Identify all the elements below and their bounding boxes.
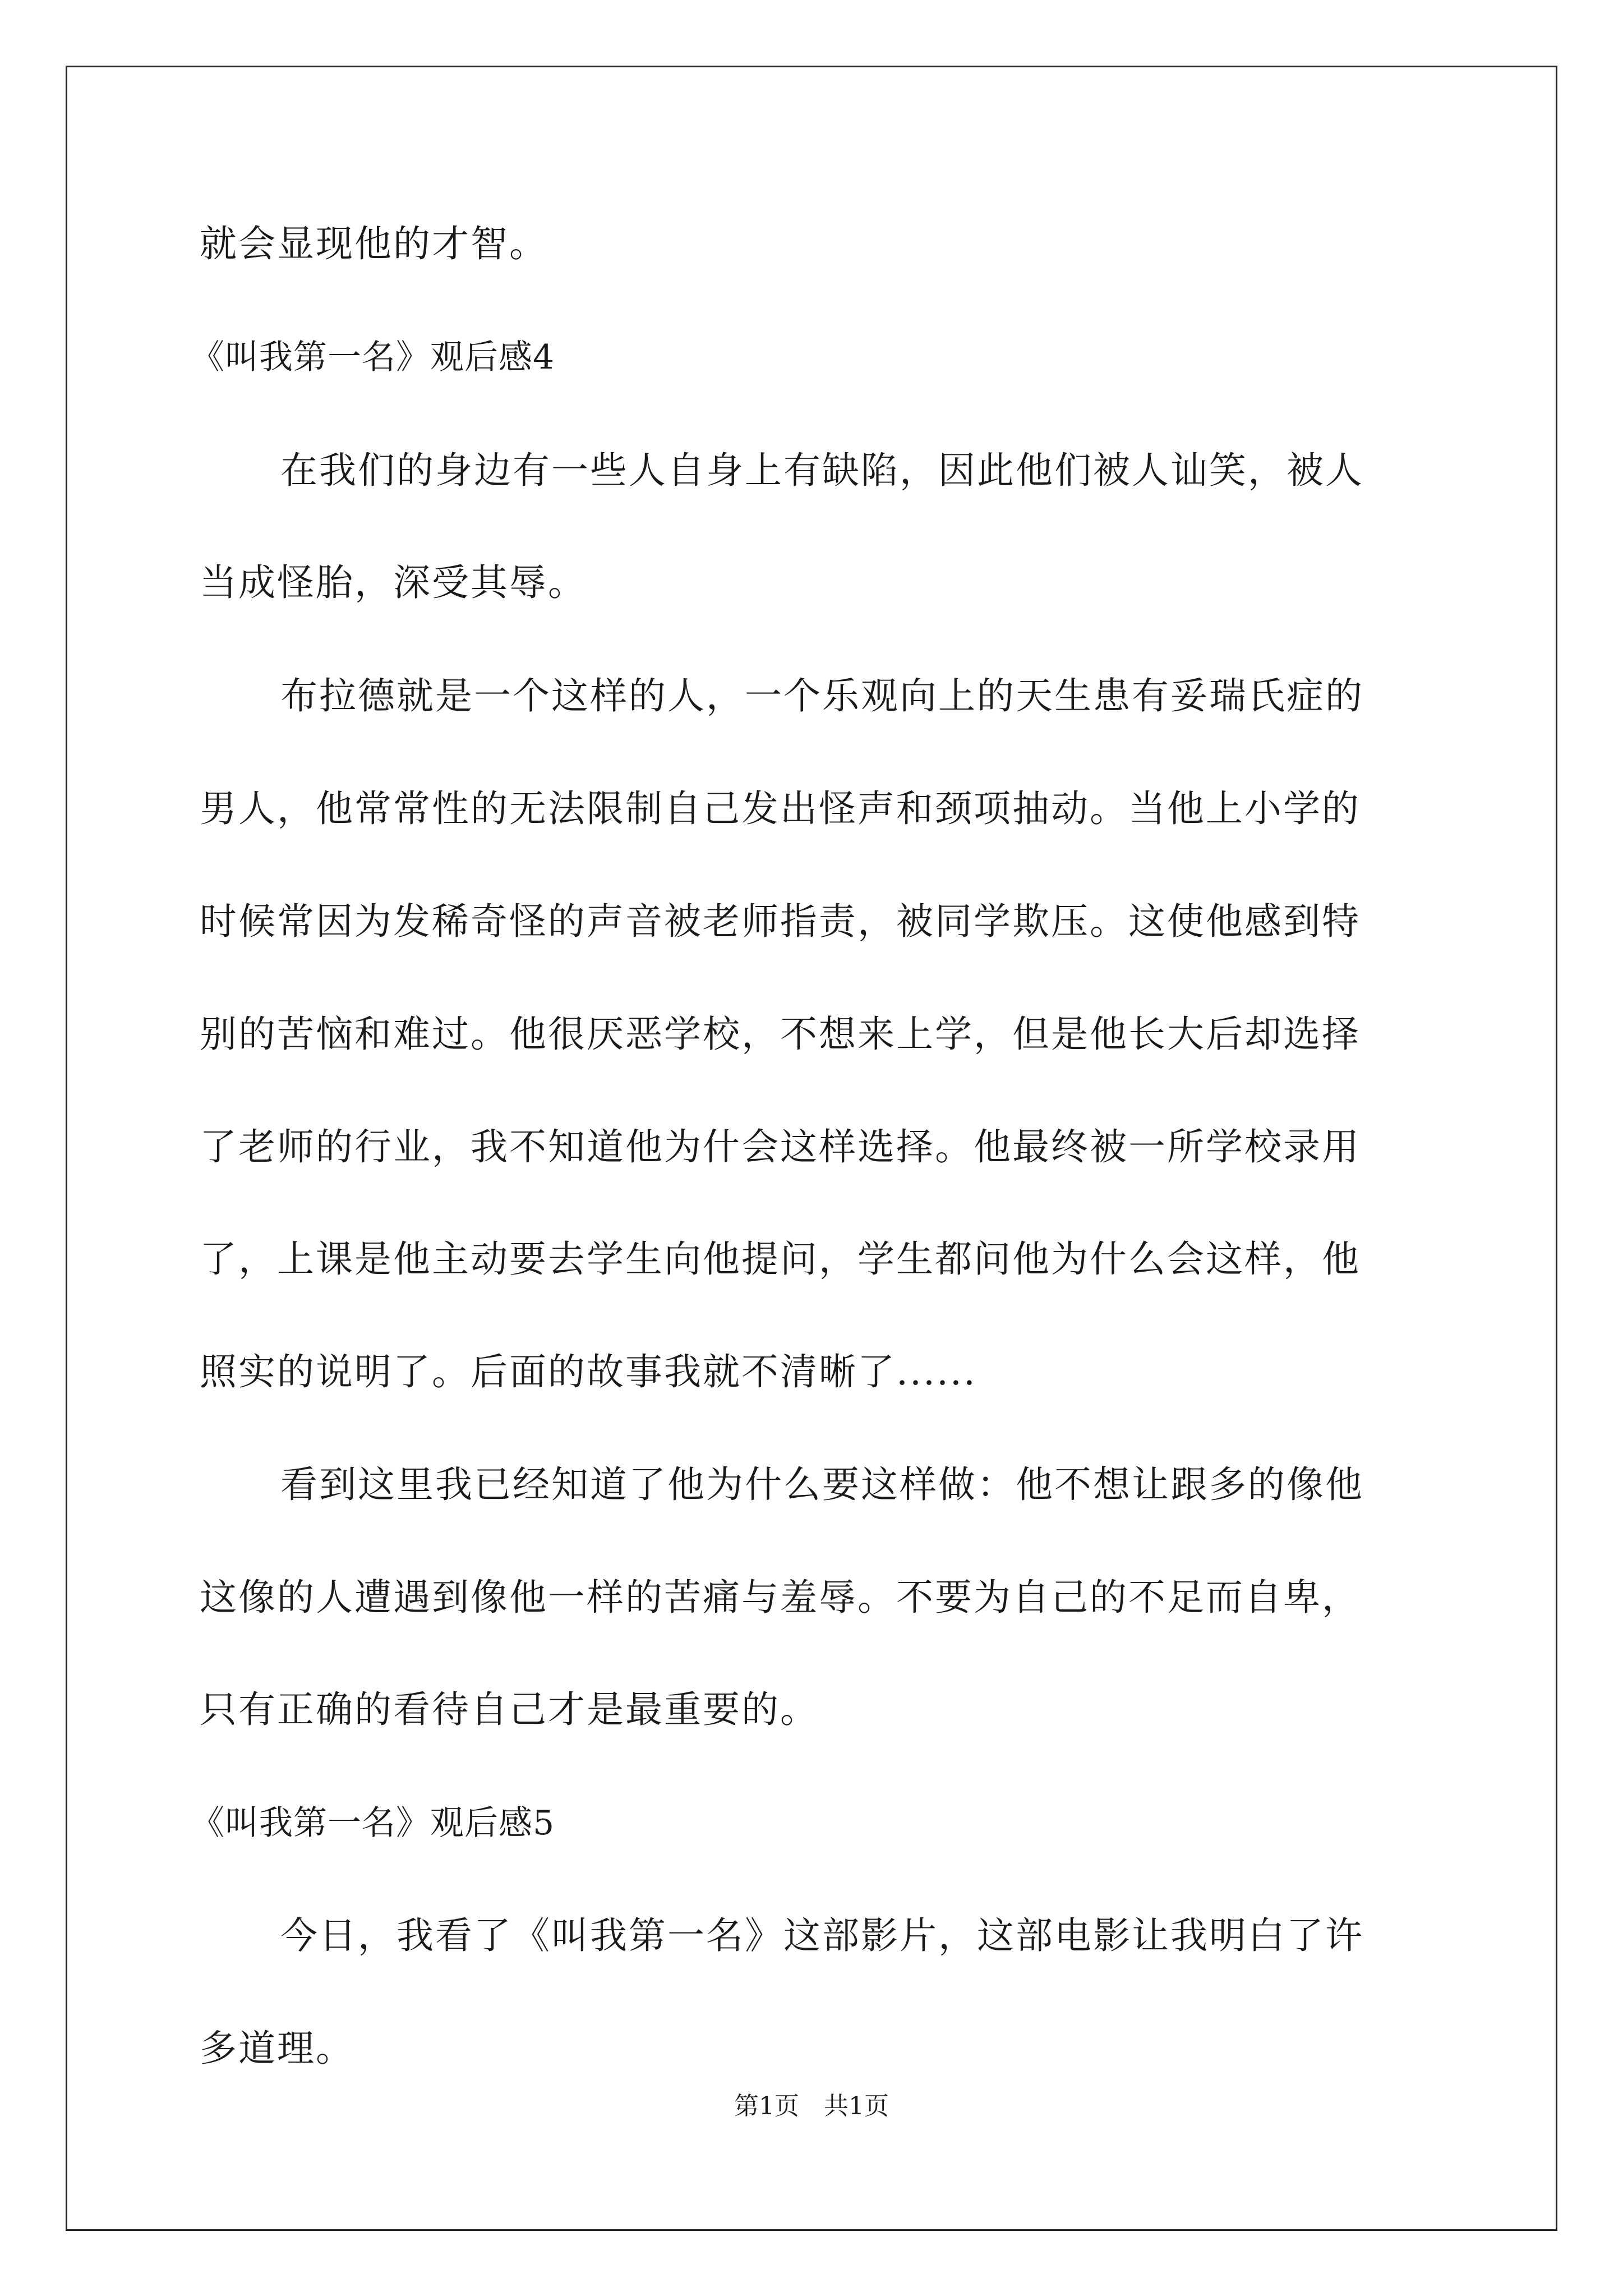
paragraph-line: 别的苦恼和难过。他很厌恶学校，不想来上学，但是他长大后却选择 [200, 1013, 1361, 1056]
paragraph-line: 时候常因为发稀奇怪的声音被老师指责，被同学欺压。这使他感到特 [200, 900, 1361, 943]
paragraph-line: 今日，我看了《叫我第一名》这部影片，这部电影让我明白了许 [280, 1914, 1364, 1957]
paragraph-line: 了老师的行业，我不知道他为什会这样选择。他最终被一所学校录用 [200, 1125, 1361, 1168]
paragraph-line: 布拉德就是一个这样的人，一个乐观向上的天生患有妥瑞氏症的 [280, 674, 1364, 717]
paragraph-line: 这像的人遭遇到像他一样的苦痛与羞辱。不要为自己的不足而自卑， [200, 1576, 1361, 1619]
paragraph-line: 了，上课是他主动要去学生向他提问，学生都问他为什么会这样，他 [200, 1237, 1361, 1281]
page-footer: 第1页 共1页 [734, 2092, 889, 2120]
paragraph-line: 照实的说明了。后面的故事我就不清晰了...... [200, 1350, 977, 1393]
paragraph-line: 男人，他常常性的无法限制自己发出怪声和颈项抽动。当他上小学的 [200, 787, 1361, 830]
paragraph-line: 只有正确的看待自己才是最重要的。 [200, 1688, 819, 1731]
paragraph-line: 当成怪胎，深受其辱。 [200, 561, 587, 604]
paragraph-line: 在我们的身边有一些人自身上有缺陷，因此他们被人讪笑，被人 [280, 449, 1364, 492]
paragraph-line: 就会显现他的才智。 [200, 222, 548, 265]
paragraph-line: 看到这里我已经知道了他为什么要这样做：他不想让跟多的像他 [280, 1463, 1364, 1506]
section-heading: 《叫我第一名》观后感4 [191, 338, 555, 377]
section-heading: 《叫我第一名》观后感5 [191, 1803, 555, 1843]
paragraph-line: 多道理。 [200, 2027, 354, 2070]
